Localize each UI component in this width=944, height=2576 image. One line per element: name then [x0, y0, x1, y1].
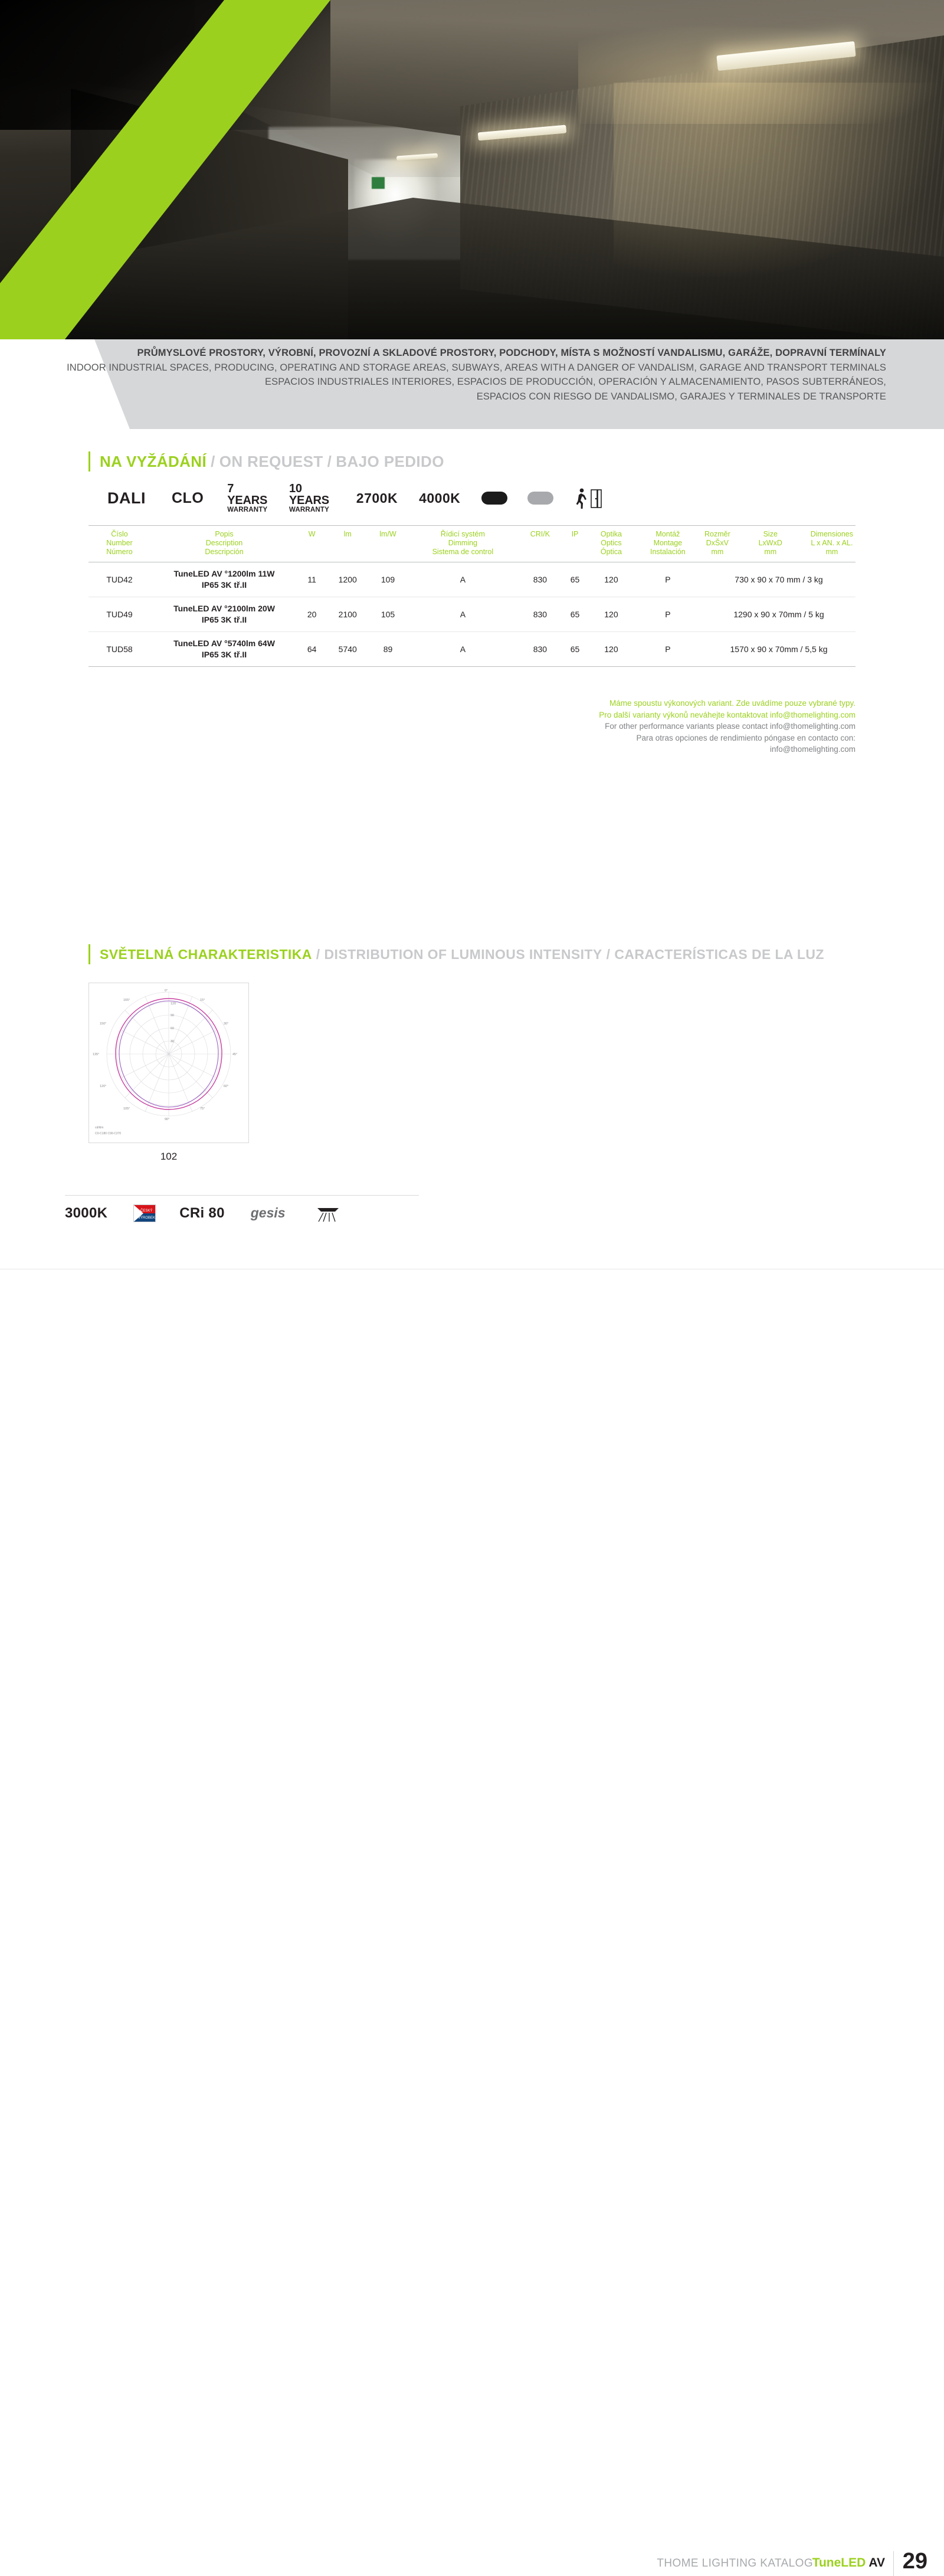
polar-label-45: 45°: [232, 1053, 238, 1056]
czech-product-icon: [133, 1204, 156, 1222]
note-line-2: Pro další varianty výkonů neváhejte kontaktovat: [599, 710, 768, 719]
specification-table: [88, 525, 856, 667]
cell-dimensions: 1290 x 90 x 70mm / 5 kg: [702, 597, 856, 632]
cell-number: TUD42: [88, 562, 150, 597]
badge-warranty-10-years: 10 YEARS: [289, 482, 329, 507]
gesis-logo: gesis: [250, 1205, 286, 1220]
caption-line-es-1: ESPACIOS INDUSTRIALES INTERIORES, ESPACIOS DE PRODUCCIÓN, OPERACIÓN Y ALMACENAMIENTO, PASOS SUBTERRÁNEOS,: [265, 377, 886, 387]
cell-description: TuneLED AV °1200lm 11W IP65 3K tř.II: [150, 562, 298, 597]
polar-label-165: 165°: [123, 999, 130, 1002]
footer-product-green: TuneLED: [812, 2556, 866, 2570]
cell-description: TuneLED AV °5740lm 64W IP65 3K tř.II: [150, 632, 298, 667]
cell-ip: 65: [561, 562, 589, 597]
note-line-2-wrap: [442, 709, 856, 721]
cell-ip: 65: [561, 597, 589, 632]
cell-lumen: 2100: [326, 597, 369, 632]
th-dimensions: Rozměr DxŠxV mm Size LxWxD mm Dimensiones L x AN. x AL. mm: [702, 526, 856, 562]
table-row: [88, 632, 856, 667]
heading-es: BAJO PEDIDO: [336, 452, 444, 470]
badge-4000k: 4000K: [419, 490, 461, 506]
polar-label-0: 0°: [165, 989, 168, 993]
polar-ring-120: 120: [171, 1002, 176, 1006]
hero-image: [0, 0, 944, 339]
cell-lumen-per-watt: 105: [369, 597, 407, 632]
table-row: [88, 597, 856, 632]
cell-dimensions: 730 x 90 x 70 mm / 3 kg: [702, 562, 856, 597]
luminous-intensity-diagram: [88, 983, 249, 1143]
caption-line-cz: PRŮMYSLOVÉ PROSTORY, VÝROBNÍ, PROVOZNÍ A SKLADOVÉ PROSTORY, PODCHODY, MÍSTA S MOŽNOSTÍ VANDALISMU, GARÁŽE, DOPRAVNÍ TERMÍNALY: [137, 348, 886, 358]
th-watt: W: [298, 526, 326, 562]
cell-ip: 65: [561, 632, 589, 667]
tunnel-sign-green: [372, 177, 385, 189]
polar-label-75: 75°: [200, 1107, 205, 1111]
polar-label-60: 60°: [224, 1085, 229, 1088]
th-number: Číslo Number Número: [88, 526, 150, 562]
cell-lumen-per-watt: 89: [369, 632, 407, 667]
note-line-3: For other performance variants please contact info@thomelighting.com: [605, 722, 856, 731]
badge-2700k: 2700K: [356, 490, 398, 506]
cell-dimensions: 1570 x 90 x 70mm / 5,5 kg: [702, 632, 856, 667]
cell-optics: 120: [589, 597, 634, 632]
table-header-row: [88, 526, 856, 562]
heading-en: ON REQUEST: [219, 452, 323, 470]
footer-product-dark: AV: [868, 2556, 885, 2570]
photometry-heading-es: CARACTERÍSTICAS DE LA LUZ: [614, 946, 824, 962]
variants-note: [442, 698, 856, 755]
polar-label-15: 15°: [200, 999, 205, 1002]
cell-montage: P: [634, 597, 702, 632]
cell-cri-k: 830: [519, 562, 561, 597]
polar-label-135: 135°: [93, 1053, 100, 1056]
heading-accent-bar-2: [88, 944, 90, 964]
th-dimming: Řídicí systém Dimming Sistema de control: [407, 526, 519, 562]
th-cri-k: CRI/K: [519, 526, 561, 562]
black-oval-icon: [481, 492, 507, 505]
polar-ring-60: 60: [171, 1027, 175, 1030]
badge-clo: CLO: [172, 489, 204, 506]
cell-lumen-per-watt: 109: [369, 562, 407, 597]
cell-dimming: A: [407, 632, 519, 667]
badge-warranty-7-label: WARRANTY: [227, 506, 268, 513]
cell-watt: 11: [298, 562, 326, 597]
heading-cz: NA VYŽÁDÁNÍ: [100, 452, 207, 470]
th-lumen-per-watt: lm/W: [369, 526, 407, 562]
note-line-4: Para otras opciones de rendimiento póngase en contacto con:: [636, 733, 856, 742]
cell-optics: 120: [589, 632, 634, 667]
cell-lumen: 5740: [326, 632, 369, 667]
caption-line-es-2: ESPACIOS CON RIESGO DE VANDALISMO, GARAJES Y TERMINALES DE TRANSPORTE: [476, 391, 886, 402]
footer-catalog-title: THOME LIGHTING KATALOG: [657, 2557, 813, 2570]
polar-label-90: 90°: [165, 1118, 170, 1121]
cell-dimming: A: [407, 597, 519, 632]
badge-cri80: CRi 80: [179, 1204, 225, 1221]
photometry-heading-slash: /: [316, 946, 320, 962]
cell-montage: P: [634, 632, 702, 667]
table-head: [88, 526, 856, 562]
certification-logo-row: [65, 1195, 419, 1222]
cell-lumen: 1200: [326, 562, 369, 597]
polar-label-120: 120°: [100, 1085, 107, 1088]
polar-legend-planes: C0-C180 C90-C270: [95, 1132, 122, 1135]
feature-badge-row: [107, 484, 597, 512]
cell-montage: P: [634, 562, 702, 597]
footer-product-name: [812, 2556, 885, 2570]
grey-oval-icon: [527, 492, 553, 505]
th-description: Popis Description Descripción: [150, 526, 298, 562]
heading-slash-2: /: [327, 452, 332, 470]
cell-optics: 120: [589, 562, 634, 597]
photometry-heading-slash-2: /: [606, 946, 611, 962]
photometry-code: 102: [160, 1151, 178, 1162]
section-heading-on-request: [88, 451, 444, 472]
badge-warranty-7-years: 7 YEARS: [227, 482, 268, 507]
page-number: 29: [902, 2549, 927, 2574]
cell-watt: 20: [298, 597, 326, 632]
cell-number: TUD49: [88, 597, 150, 632]
badge-warranty-7: [227, 483, 269, 514]
note-line-1: Máme spoustu výkonových variant. Zde uvádíme pouze vybrané typy.: [609, 699, 856, 708]
th-ip: IP: [561, 526, 589, 562]
caption-line-en: INDOOR INDUSTRIAL SPACES, PRODUCING, OPERATING AND STORAGE AREAS, SUBWAYS, AREAS WITH A DANGER OF VANDALISM, GARAGE AND TRANSPORT TERMINALS: [67, 362, 886, 373]
cell-number: TUD58: [88, 632, 150, 667]
note-line-5: info@thomelighting.com: [769, 745, 856, 754]
emergency-exit-icon: [573, 486, 597, 510]
cell-cri-k: 830: [519, 632, 561, 667]
note-email-cz: info@thomelighting.com: [769, 710, 856, 719]
photometry-heading-cz: SVĚTELNÁ CHARAKTERISTIKA: [100, 946, 312, 962]
badge-warranty-10: [289, 483, 336, 514]
heading-accent-bar: [88, 451, 90, 472]
section-heading-photometry: [88, 944, 824, 964]
cell-dimming: A: [407, 562, 519, 597]
polar-ring-90: 90: [171, 1014, 175, 1017]
footer-vertical-divider: [893, 2551, 894, 2576]
table-body: [88, 562, 856, 667]
polar-ring-30: 30: [171, 1040, 175, 1043]
beam-angle-icon: [314, 1203, 342, 1223]
th-optics: Optika Optics Óptica: [589, 526, 634, 562]
photometry-heading-en: DISTRIBUTION OF LUMINOUS INTENSITY: [324, 946, 602, 962]
page-footer: [0, 1272, 944, 2574]
svg-text:ČESKÝ: ČESKÝ: [140, 1209, 153, 1213]
svg-text:VÝROBEK: VÝROBEK: [138, 1216, 156, 1220]
polar-label-30: 30°: [224, 1022, 229, 1026]
light-glow-wall: [614, 83, 944, 277]
cell-description: TuneLED AV °2100lm 20W IP65 3K tř.II: [150, 597, 298, 632]
heading-slash: /: [211, 452, 215, 470]
th-montage: Montáž Montage Instalación: [634, 526, 702, 562]
cell-cri-k: 830: [519, 597, 561, 632]
badge-dali: DALI: [107, 489, 146, 507]
application-caption: [0, 346, 886, 404]
badge-3000k: 3000K: [65, 1204, 108, 1221]
polar-legend: cd/klm: [95, 1126, 104, 1130]
cell-watt: 64: [298, 632, 326, 667]
polar-label-150: 150°: [100, 1022, 107, 1026]
table-row: [88, 562, 856, 597]
th-lumen: lm: [326, 526, 369, 562]
badge-warranty-10-label: WARRANTY: [289, 506, 329, 513]
polar-label-105: 105°: [123, 1107, 130, 1111]
